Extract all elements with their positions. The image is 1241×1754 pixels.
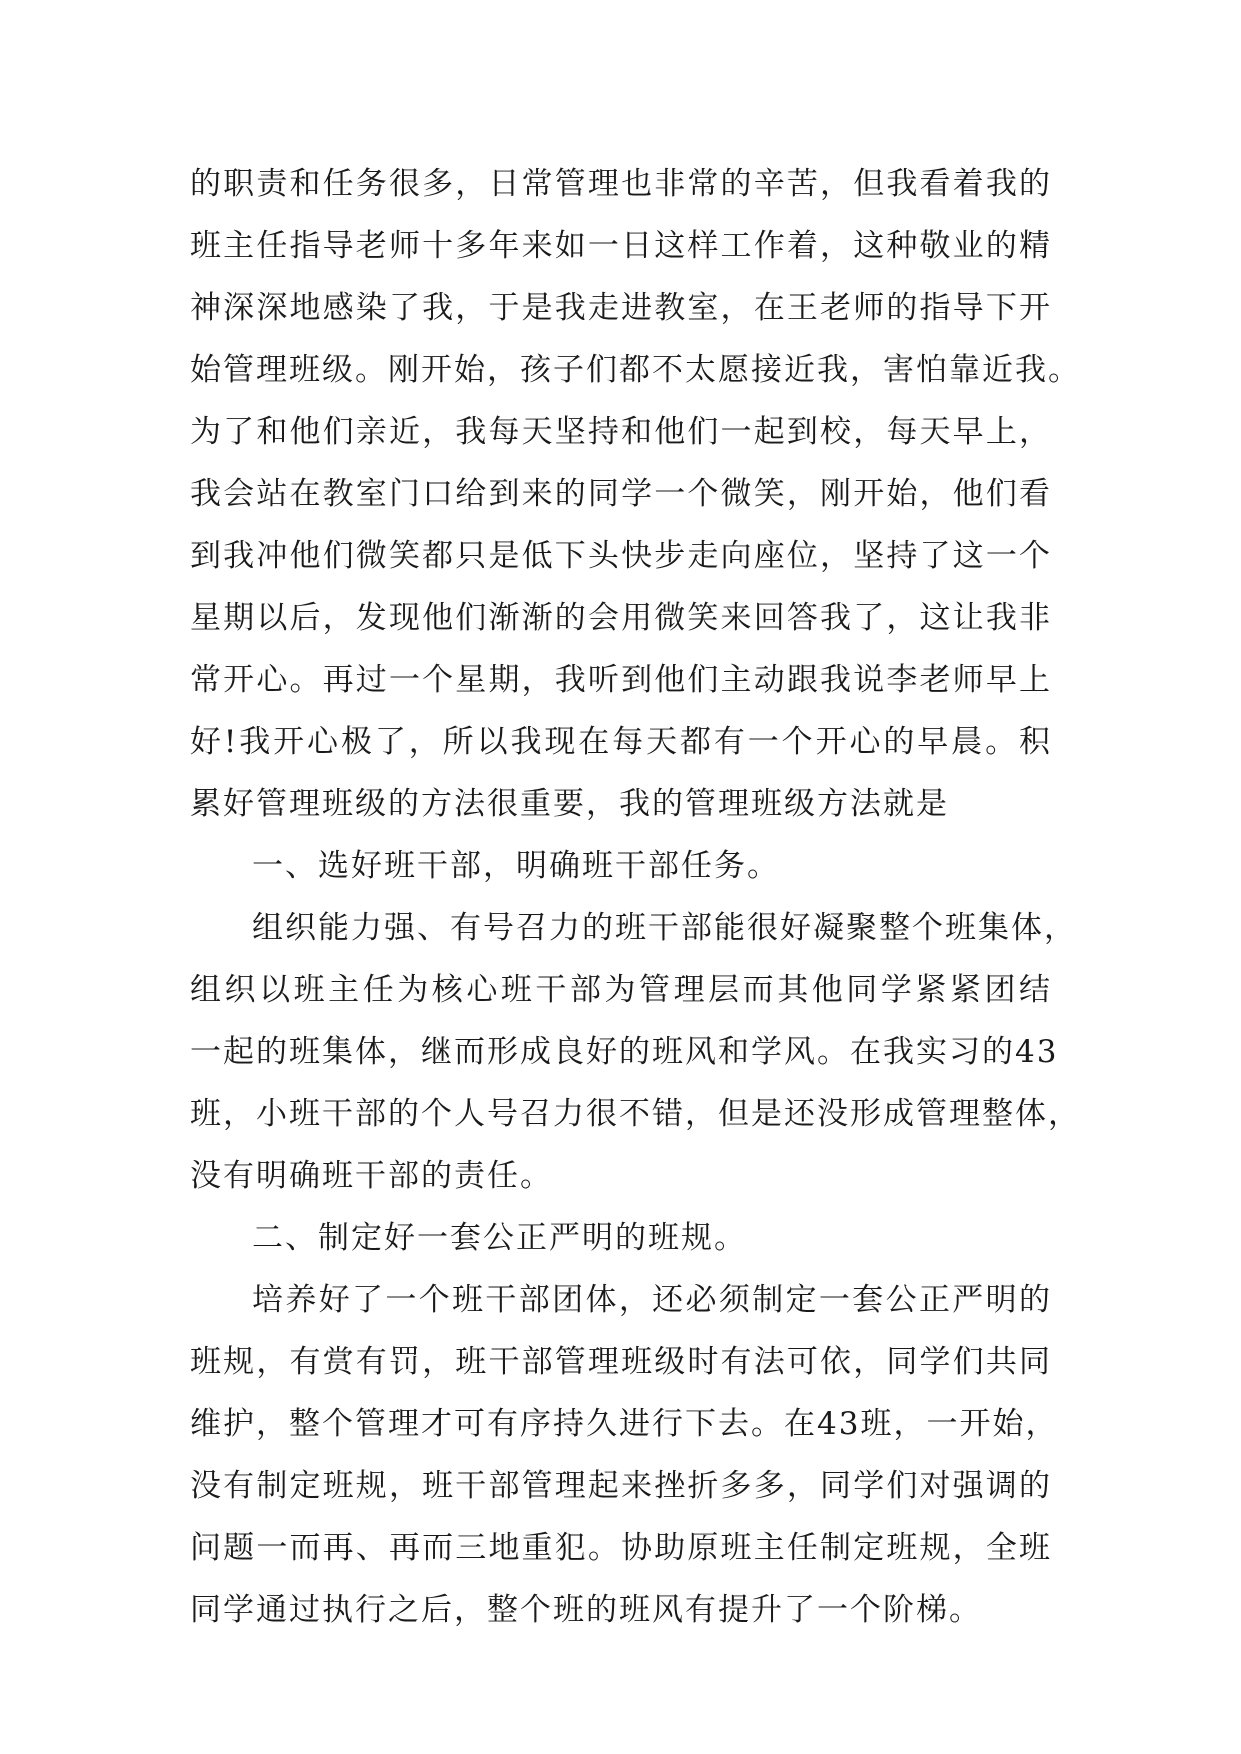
text-line: 到我冲他们微笑都只是低下头快步走向座位，坚持了这一个 [190, 538, 1052, 574]
text-line: 常开心。再过一个星期，我听到他们主动跟我说李老师早上 [190, 662, 1052, 698]
text-line: 神深深地感染了我，于是我走进教室，在王老师的指导下开 [190, 290, 1052, 326]
section-heading: 一、选好班干部，明确班干部任务。 [252, 848, 780, 884]
text-line: 一起的班集体，继而形成良好的班风和学风。在我实习的43 [190, 1034, 1059, 1070]
text-line: 累好管理班级的方法很重要，我的管理班级方法就是 [190, 786, 949, 822]
text-line: 维护，整个管理才可有序持久进行下去。在43班，一开始， [190, 1406, 1059, 1442]
text-line: 问题一而再、再而三地重犯。协助原班主任制定班规，全班 [190, 1530, 1052, 1566]
text-line: 的职责和任务很多，日常管理也非常的辛苦，但我看着我的 [190, 166, 1052, 202]
text-line: 没有制定班规，班干部管理起来挫折多多，同学们对强调的 [190, 1468, 1052, 1504]
paragraph-first-line: 组织能力强、有号召力的班干部能很好凝聚整个班集体， [252, 910, 1077, 946]
text-line: 为了和他们亲近，我每天坚持和他们一起到校，每天早上， [190, 414, 1052, 450]
paragraph-first-line: 培养好了一个班干部团体，还必须制定一套公正严明的 [252, 1282, 1052, 1318]
text-line: 没有明确班干部的责任。 [190, 1158, 553, 1194]
text-line: 我会站在教室门口给到来的同学一个微笑，刚开始，他们看 [190, 476, 1052, 512]
text-line: 星期以后，发现他们渐渐的会用微笑来回答我了，这让我非 [190, 600, 1052, 636]
text-line: 好!我开心极了，所以我现在每天都有一个开心的早晨。积 [190, 724, 1052, 760]
text-line: 组织以班主任为核心班干部为管理层而其他同学紧紧团结 [190, 972, 1052, 1008]
text-line: 始管理班级。刚开始，孩子们都不太愿接近我，害怕靠近我。 [190, 352, 1081, 388]
text-line: 班，小班干部的个人号召力很不错，但是还没形成管理整体， [190, 1096, 1081, 1132]
text-line: 班主任指导老师十多年来如一日这样工作着，这种敬业的精 [190, 228, 1052, 264]
section-heading: 二、制定好一套公正严明的班规。 [252, 1220, 747, 1256]
text-line: 班规，有赏有罚，班干部管理班级时有法可依，同学们共同 [190, 1344, 1052, 1380]
text-line: 同学通过执行之后，整个班的班风有提升了一个阶梯。 [190, 1592, 982, 1628]
